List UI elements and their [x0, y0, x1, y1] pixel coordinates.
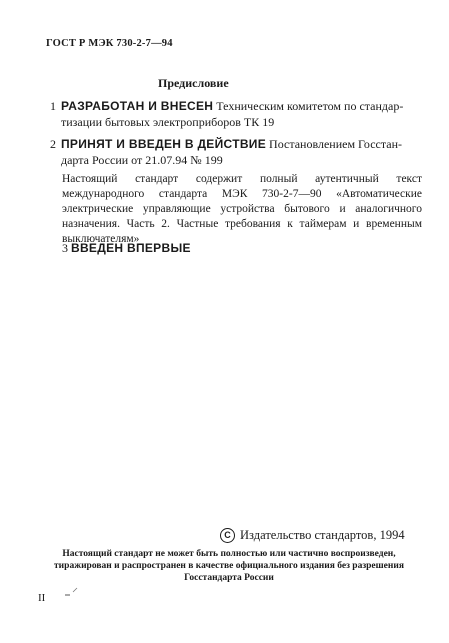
- copyright-line: [220, 528, 405, 543]
- item-number: 3: [62, 241, 68, 255]
- document-header: ГОСТ Р МЭК 730-2-7—94: [46, 38, 173, 49]
- standard-description-paragraph: Настоящий стандарт содержит полный аутентичный текст международного стандарта МЭК 730-2-7—90 «Автоматические электрические управляющие устройства бытового и аналогичного назначения. Часть 2. Частные требования к таймерам и временным выключателям»: [62, 173, 422, 245]
- item-continuation: тизации бытовых электроприборов ТК 19: [61, 115, 275, 129]
- preface-item-2: [50, 136, 422, 168]
- copyright-icon: C: [220, 528, 235, 543]
- scan-mark-icon: [64, 586, 78, 596]
- item-text: Постановлением Госстан-: [266, 137, 403, 151]
- item-caps: ПРИНЯТ И ВВЕДЕН В ДЕЙСТВИЕ: [61, 137, 267, 151]
- reproduction-notice: [44, 548, 414, 584]
- notice-line: Госстандарта России: [184, 573, 274, 583]
- notice-line: Настоящий стандарт не может быть полностью или частично воспроизведен,: [62, 549, 396, 559]
- page-number: II: [38, 592, 46, 604]
- copyright-text: Издательство стандартов, 1994: [240, 528, 405, 542]
- preface-title: Предисловие: [158, 76, 229, 90]
- notice-line: тиражирован и распространен в качестве официального издания без разрешения: [54, 561, 404, 571]
- preface-item-1: [50, 98, 422, 130]
- item-caps: РАЗРАБОТАН И ВНЕСЕН: [61, 99, 214, 113]
- item-number: 2: [50, 137, 56, 151]
- item-continuation: дарта России от 21.07.94 № 199: [61, 153, 223, 167]
- item-text: Техническим комитетом по стандар-: [213, 99, 404, 113]
- item-number: 1: [50, 99, 56, 113]
- item-caps: ВВЕДЕН ВПЕРВЫЕ: [71, 241, 191, 255]
- preface-item-3: [62, 241, 191, 256]
